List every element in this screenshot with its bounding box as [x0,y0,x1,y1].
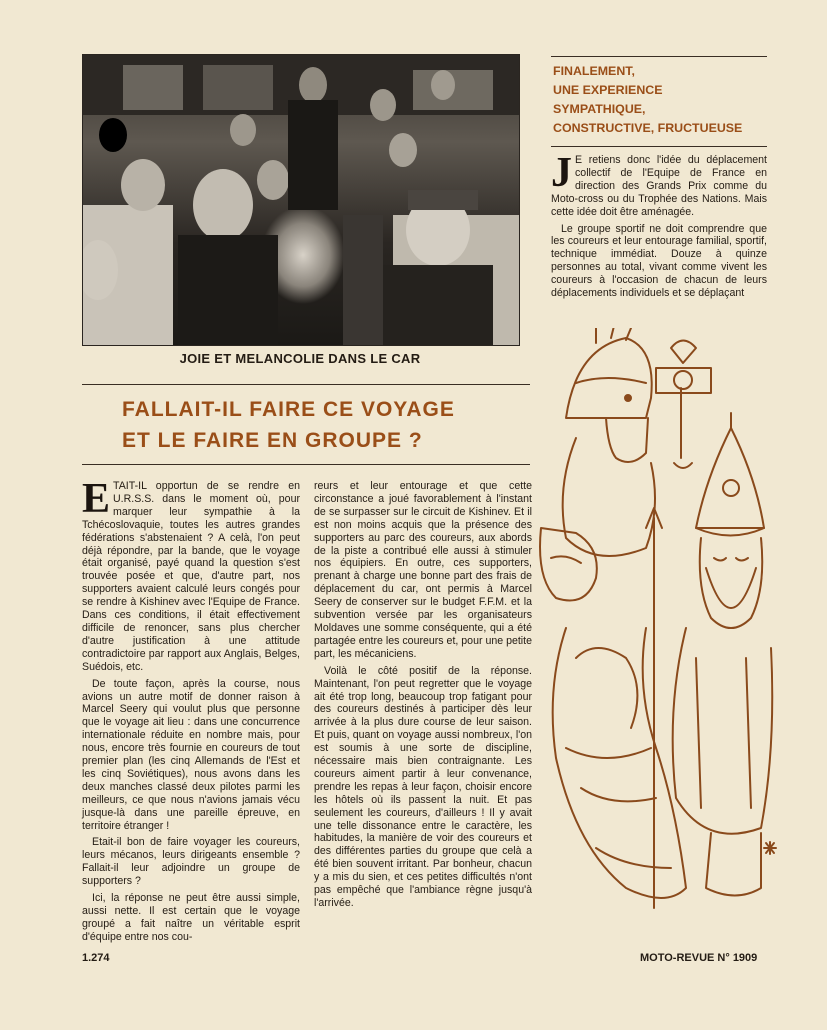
headline-line-1: FALLAIT-IL FAIRE CE VOYAGE [122,398,455,421]
article-headline [122,394,522,456]
magazine-issue: MOTO-REVUE N° 1909 [640,952,758,964]
sidebar-dropcap: J [551,150,572,196]
bus-photo-illustration [83,55,519,345]
article-paragraph-6: Voilà le côté positif de la réponse. Maintenant, l'on peut regretter que le voyage ait été trop long, beaucoup trop fatigant pour des coureurs destinés à participer dès leur arrivée à la plus dure course de leur saison. Et puis, quant on voyage aussi nombreux, l'on est soumis à une sorte de discipline, nécessaire mais bien contraignante. Les coureurs aiment partir à leur convenance, prendre les repas à leur façon, choisir encore les hôtels où ils passent la nuit. Et pas seulement les coureurs, d'ailleurs ! Il y avait une telle dissonance entre le caractère, les habitudes, la manière de voir des coureurs et des différentes parties du groupe que celà a été bien souvent irritant. Par bonheur, chacun y a mis du sien, et ces petites difficultés n'ont pas empêché que l'ambiance règne jusqu'à l'arrivée. [314,664,532,909]
article-paragraph-4: Ici, la réponse ne peut être aussi simple, aussi nette. Il est certain que le voyage groupé a fait naître un véritable esprit d'équipe entre nos cou- [82,892,300,943]
article-paragraph-2: De toute façon, après la course, nous avions un autre motif de donner raison à Marcel Seery qui voulut plus que personne que le voyage ait lieu : dans une concurrence internationale réduite en nombre mais, pour nous, encore très fournie en coureurs de tout premier plan (les cinq Allemands de l'Est et les cinq Soviétiques), nous avons dans les deux manches classé deux pilotes parmi les meilleurs, ce que nous n'avions jamais vécu jusque-là dans une pareille épreuve, en territoire étranger ! [82,677,300,832]
sidebar-heading-line-1: FINALEMENT, [553,64,635,78]
article-dropcap: E [82,476,111,522]
sidebar-heading-rule [551,146,767,147]
article-paragraph-3: Etait-il bon de faire voyager les coureurs, leurs mécanos, leurs dirigeants ensemble ? Fallait-il leur adjoindre un groupe de supporters ? [82,836,300,888]
sidebar-heading-line-2: UNE EXPERIENCE [553,83,663,97]
headline-line-2: ET LE FAIRE EN GROUPE ? [122,429,423,452]
sidebar-paragraph-2: Le groupe sportif ne doit comprendre que les coureurs et leur entourage familial, sportif, technique immédiat. Douze à quinze personnes au total, vivant comme vivent les coureurs à l'occasion de chacun de leurs déplacements individuels et se déplaçant [551,222,767,300]
photo-caption: JOIE ET MELANCOLIE DANS LE CAR [179,351,421,366]
article-paragraph-1: ETAIT-IL opportun de se rendre en U.R.S.S. dans le moment où, pour marquer leur sympathie à la Tchécoslovaquie, toutes les autres grandes fédérations s'abstenaient ? A celà, l'on peut déjà répondre, par la bande, que le voyage était organisé, payé quand la question s'est trouvée posée et que, d'autre part, nos supporters avaient calculé leurs congés pour se rendre à Kishinev avec l'Equipe de France. Dans ces conditions, il était effectivement difficile de renoncer, sans plus chercher d'autre justification à une attitude contradictoire par rapport aux Anglais, Belges, Suédois, etc. [82,476,300,673]
page-number: 1.274 [82,952,110,964]
headline-top-rule [82,384,530,385]
sidebar-heading-line-3: SYMPATHIQUE, [553,102,646,116]
sidebar-paragraph-1: J E retiens donc l'idée du déplacement collectif de l'Equipe de France en direction des Grands Prix comme du Moto-cross ou du Trophée des Nations. Mais cette idée doit être aménagée. [551,150,767,218]
sidebar-top-rule [551,56,767,57]
article-paragraph-5: reurs et leur entourage et que cette circonstance a joué favorablement à l'instant de se surpasser sur le circuit de Kishinev. Et il est non moins acquis que la présence des supporters au parc des coureurs, aux abords de la piste a contribué elle aussi à stimuler nos équipiers. En outre, ces supporters, prenant à charge une bonne part des frais de déplacement du car, ont permis à Marcel Seery de conserver sur le budget F.F.M. et la subvention versée par les organisateurs Moldaves une somme conséquente, qui a été partagée entre les coureurs et, pour une petite part, les mécaniciens. [314,480,532,660]
sidebar-heading-line-4: CONSTRUCTIVE, FRUCTUEUSE [553,121,743,135]
bus-photo [82,54,520,346]
russian-figures-drawing [536,328,782,928]
article-column-1 [82,476,300,948]
sidebar-heading [553,62,769,138]
headline-bottom-rule [82,464,530,465]
sidebar-text [551,150,767,304]
article-column-2 [314,480,532,914]
